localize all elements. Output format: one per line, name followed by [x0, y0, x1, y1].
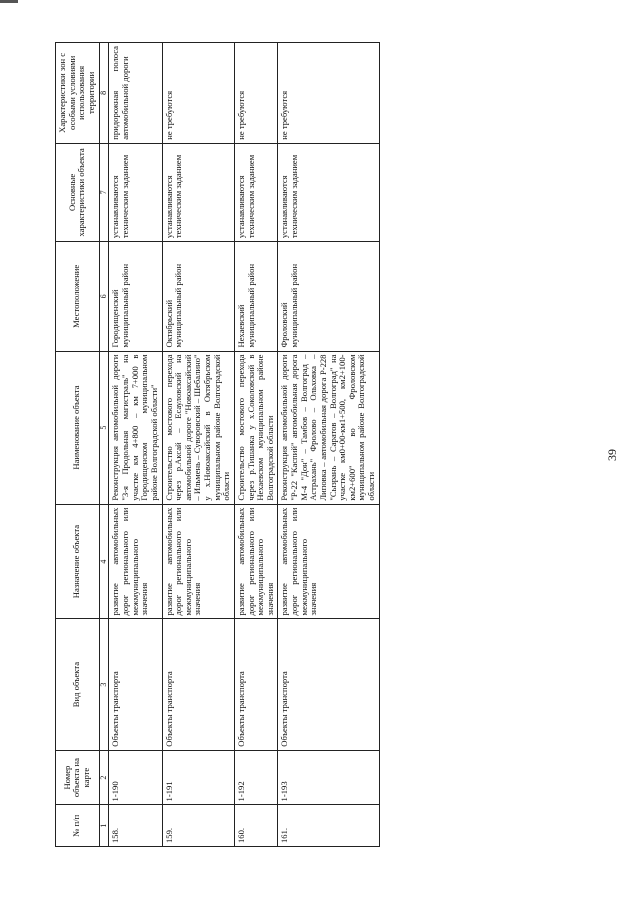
- row-special-zones: не требуются: [234, 43, 278, 144]
- header-characteristics: Основные характеристики объекта: [56, 143, 100, 241]
- row-location: Городищенский муниципальный район: [109, 242, 162, 351]
- row-purpose: развитие автомобильных дорог регионального или межмуниципального значения: [162, 504, 234, 619]
- column-number: 8: [99, 43, 109, 144]
- column-number: 7: [99, 143, 109, 241]
- row-map-number: 1-193: [278, 750, 379, 805]
- row-location: Нехаевский муниципальный район: [234, 242, 278, 351]
- row-object-name: Строительство мостового перехода через р.Тишанка у х.Соколовский в Нехаевском муниципальном районе Волгоградской области: [234, 351, 278, 504]
- header-location: Местоположение: [56, 242, 100, 351]
- row-object-name: Реконструкция автомобильной дороги "3-я Продольная магистраль" на участке км 4+800 – км 7+000 в Городищенском муниципальном районе Волгоградской области": [109, 351, 162, 504]
- row-index: 158.: [109, 805, 162, 847]
- row-map-number: 1-190: [109, 750, 162, 805]
- header-purpose: Назначение объекта: [56, 504, 100, 619]
- header-index: № п/п: [56, 805, 100, 847]
- page-number: 39: [605, 449, 619, 461]
- row-object-kind: Объекты транспорта: [162, 619, 234, 750]
- row-characteristics: устанавливаются техническим заданием: [109, 143, 162, 241]
- row-index: 160.: [234, 805, 278, 847]
- header-special-zones: Характеристики зон с особыми условиями использования территории: [56, 43, 100, 144]
- row-characteristics: устанавливаются техническим заданием: [234, 143, 278, 241]
- row-purpose: развитие автомобильных дорог регионального или межмуниципального значения: [109, 504, 162, 619]
- row-map-number: 1-192: [234, 750, 278, 805]
- column-number: 6: [99, 242, 109, 351]
- row-special-zones: не требуются: [278, 43, 379, 144]
- row-map-number: 1-191: [162, 750, 234, 805]
- table-row: [278, 43, 379, 847]
- row-characteristics: устанавливаются техническим заданием: [162, 143, 234, 241]
- column-number: 5: [99, 351, 109, 504]
- column-number-row: [99, 43, 109, 847]
- header-row: [56, 43, 100, 847]
- header-map-number: Номер объекта на карте: [56, 750, 100, 805]
- table-row: [162, 43, 234, 847]
- row-object-kind: Объекты транспорта: [234, 619, 278, 750]
- row-index: 159.: [162, 805, 234, 847]
- row-purpose: развитие автомобильных дорог регионального или межмуниципального значения: [234, 504, 278, 619]
- row-location: Фроловский муниципальный район: [278, 242, 379, 351]
- row-purpose: развитие автомобильных дорог регионального или межмуниципального значения: [278, 504, 379, 619]
- table-row: [234, 43, 278, 847]
- table-row: [109, 43, 162, 847]
- column-number: 4: [99, 504, 109, 619]
- column-number: 1: [99, 805, 109, 847]
- header-object-kind: Вид объекта: [56, 619, 100, 750]
- territorial-planning-table: [55, 42, 380, 847]
- row-object-name: Реконструкция автомобильной дороги "Р-22 "Каспий" автомобильная дорога М-4 "Дон" – Тамбов – Волгоград – Астрахань" Фролово – Ольховка – Липовка – автомобильная дорога Р-228 "Сызрань – Саратов – Волгоград" на участке км0+00-км1+500, км2+100-км2+600" во Фроловском муниципальном районе Волгоградской области: [278, 351, 379, 504]
- row-object-name: Строительство мостового перехода через р.Аксай – Есауловский на автомобильной дороге "Новоаксайский – Ильмень – Суворовский – Шебалино" у х.Новоаксайский в Октябрьском муниципальном районе Волгоградской области: [162, 351, 234, 504]
- row-object-kind: Объекты транспорта: [278, 619, 379, 750]
- row-special-zones: не требуются: [162, 43, 234, 144]
- header-object-name: Наименование объекта: [56, 351, 100, 504]
- column-number: 2: [99, 750, 109, 805]
- column-number: 3: [99, 619, 109, 750]
- row-index: 161.: [278, 805, 379, 847]
- row-location: Октябрьский муниципальный район: [162, 242, 234, 351]
- row-characteristics: устанавливаются техническим заданием: [278, 143, 379, 241]
- row-object-kind: Объекты транспорта: [109, 619, 162, 750]
- row-special-zones: придорожная полоса автомобильной дороги: [109, 43, 162, 144]
